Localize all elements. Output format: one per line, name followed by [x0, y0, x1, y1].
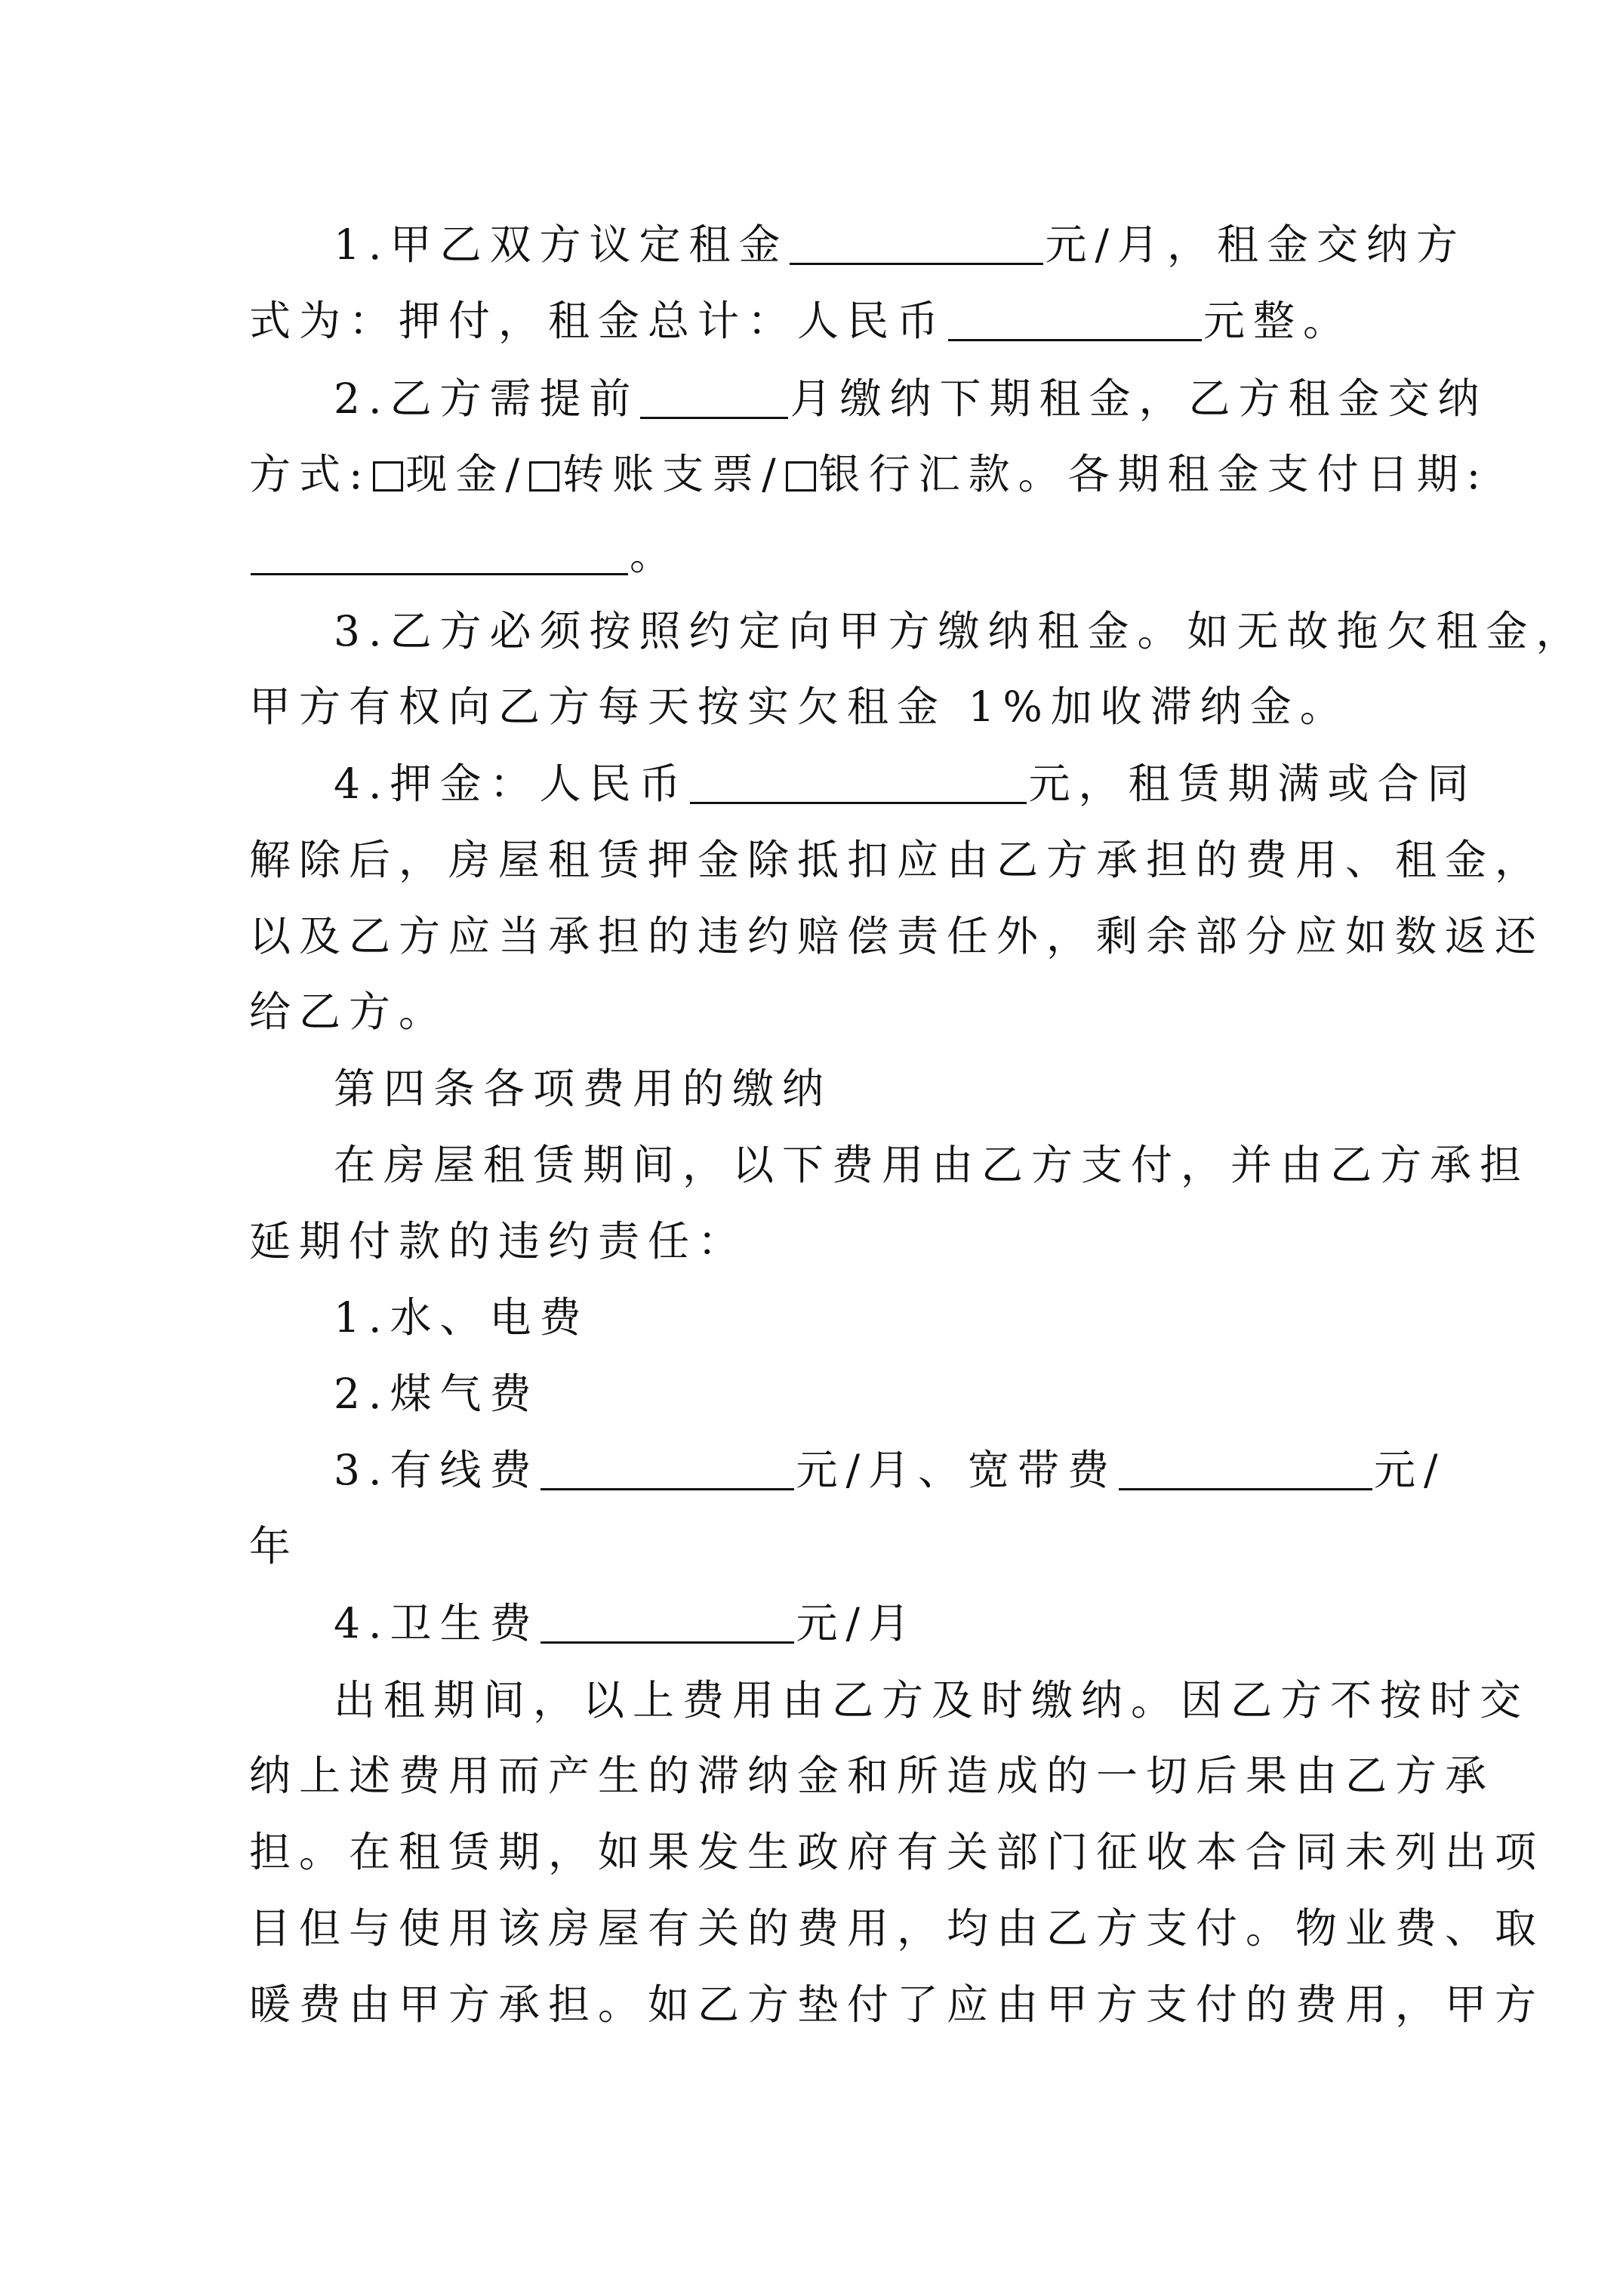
sanitation-fee-blank[interactable] [540, 1600, 794, 1644]
rent-amount-blank[interactable] [790, 221, 1043, 265]
item2-line2 [249, 436, 1489, 512]
section4-intro-line1: 在房屋租赁期间，以下费用由乙方支付，并由乙方承担 [334, 1141, 1530, 1189]
item3-line1: 3.乙方必须按照约定向甲方缴纳租金。如无故拖欠租金， [334, 607, 1586, 655]
item2-line3-end: 。 [630, 531, 680, 579]
payment-date-blank[interactable] [251, 532, 628, 575]
fee-item-2: 2.煤气费 [334, 1370, 540, 1418]
item4-line2: 解除后，房屋租赁押金除抵扣应由乙方承担的费用、租金， [249, 836, 1545, 884]
fee4-text-b: 元/月 [796, 1599, 919, 1647]
checkbox-bank-remittance[interactable] [786, 461, 816, 492]
item4-line3: 以及乙方应当承担的违约赔偿责任外，剩余部分应如数返还 [249, 912, 1545, 960]
item4-text-b: 元，租赁期满或合同 [1028, 760, 1477, 808]
item1-text-c: 式为：押付，租金总计：人民币 [249, 297, 947, 345]
fee-item-1: 1.水、电费 [334, 1293, 590, 1342]
checkbox-transfer-check[interactable] [529, 461, 559, 492]
closing-line4: 目但与使用该房屋有关的费用，均由乙方支付。物业费、取 [249, 1904, 1545, 1952]
item2-line3 [249, 517, 679, 593]
item1-line2 [249, 283, 1353, 359]
item2-text-c: 方式: [249, 450, 371, 498]
item1-line1 [334, 207, 1466, 282]
section4-heading: 第四条各项费用的缴纳 [334, 1065, 833, 1113]
fee-item-3 [334, 1432, 1446, 1508]
closing-line1: 出租期间，以上费用由乙方及时缴纳。因乙方不按时交 [334, 1676, 1530, 1724]
closing-line5: 暖费由甲方承担。如乙方垫付了应由甲方支付的费用，甲方 [249, 1980, 1545, 2029]
deposit-amount-blank[interactable] [690, 760, 1027, 804]
closing-line2: 纳上述费用而产生的滞纳金和所造成的一切后果由乙方承 [249, 1752, 1495, 1800]
option-bank-label: 银行汇款。各期租金支付日期: [818, 450, 1489, 498]
closing-line3: 担。在租赁期，如果发生政府有关部门征收本合同未列出项 [249, 1828, 1545, 1876]
broadband-fee-blank[interactable] [1119, 1447, 1372, 1490]
item4-line1 [334, 746, 1477, 821]
item1-text-d: 元整。 [1203, 297, 1354, 345]
item4-text-a: 4.押金：人民币 [334, 760, 689, 808]
item1-text-a: 1.甲乙双方议定租金 [334, 220, 789, 269]
fee4-text-a: 4.卫生费 [334, 1599, 540, 1647]
item3-line2: 甲方有权向乙方每天按实欠租金 1%加收滞纳金。 [249, 683, 1350, 731]
fee-item-3-cont: 年 [249, 1522, 300, 1570]
item2-text-a: 2.乙方需提前 [334, 374, 639, 423]
advance-months-blank[interactable] [640, 375, 788, 419]
item1-text-b: 元/月，租金交纳方 [1045, 220, 1467, 269]
item2-line1 [334, 361, 1488, 436]
item2-text-b: 月缴纳下期租金，乙方租金交纳 [790, 374, 1488, 423]
rent-total-blank[interactable] [948, 297, 1202, 341]
option-cash-label: 现金/ [405, 450, 528, 498]
option-transfer-label: 转账支票/ [562, 450, 784, 498]
fee3-text-c: 元/ [1374, 1446, 1446, 1494]
item4-line4: 给乙方。 [249, 988, 449, 1036]
section4-intro-line2: 延期付款的违约责任： [249, 1217, 748, 1265]
fee3-text-b: 元/月、宽带费 [796, 1446, 1118, 1494]
checkbox-cash[interactable] [373, 461, 403, 492]
fee3-text-a: 3.有线费 [334, 1446, 540, 1494]
fee-item-4 [334, 1586, 918, 1661]
cable-fee-blank[interactable] [540, 1447, 794, 1490]
